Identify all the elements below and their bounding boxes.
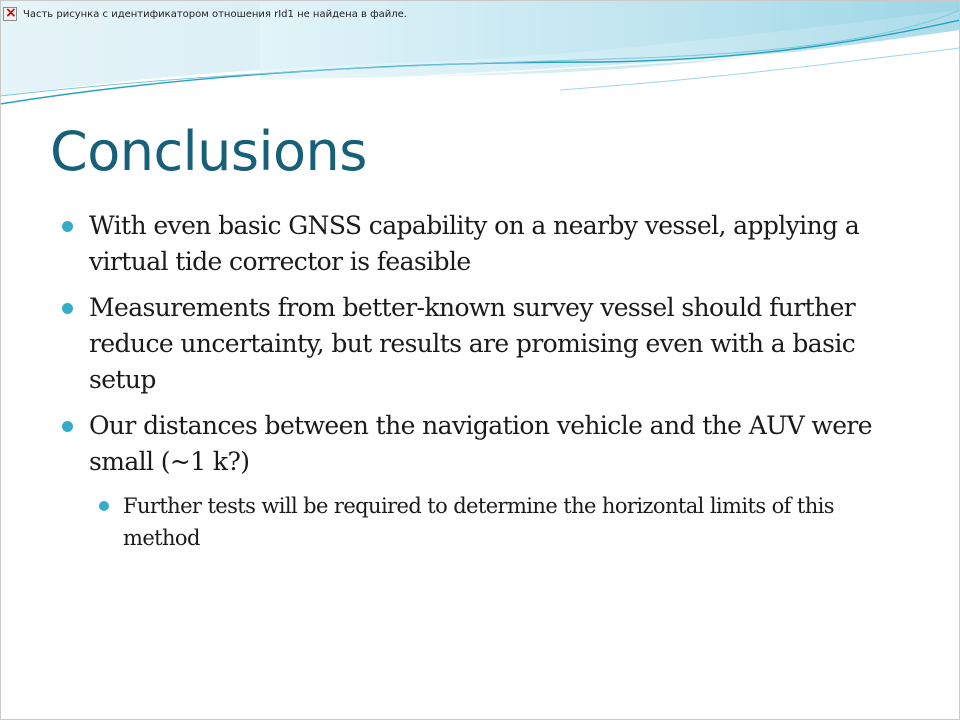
sub-bullet-item [97, 490, 910, 554]
bullet-marker-icon [62, 221, 73, 232]
broken-image-placeholder [3, 3, 407, 25]
broken-image-message: Часть рисунка с идентификатором отношения rId1 не найдена в файле. [23, 8, 407, 20]
bullet-item [60, 408, 910, 480]
bullet-marker-icon [62, 421, 73, 432]
bullet-marker-icon [62, 303, 73, 314]
sub-bullet-text: Further tests will be required to determine the horizontal limits of this method [123, 494, 834, 550]
broken-image-icon [3, 7, 17, 21]
bullet-marker-icon [99, 501, 109, 511]
bullet-list [60, 208, 910, 564]
slide-title: Conclusions [50, 120, 367, 183]
bullet-text: With even basic GNSS capability on a nearby vessel, applying a virtual tide corrector is feasible [89, 211, 860, 276]
bullet-item [60, 290, 910, 398]
bullet-text: Measurements from better-known survey vessel should further reduce uncertainty, but results are promising even with a basic setup [89, 293, 856, 394]
bullet-text: Our distances between the navigation vehicle and the AUV were small (~1 k?) [89, 411, 872, 476]
bullet-item [60, 208, 910, 280]
